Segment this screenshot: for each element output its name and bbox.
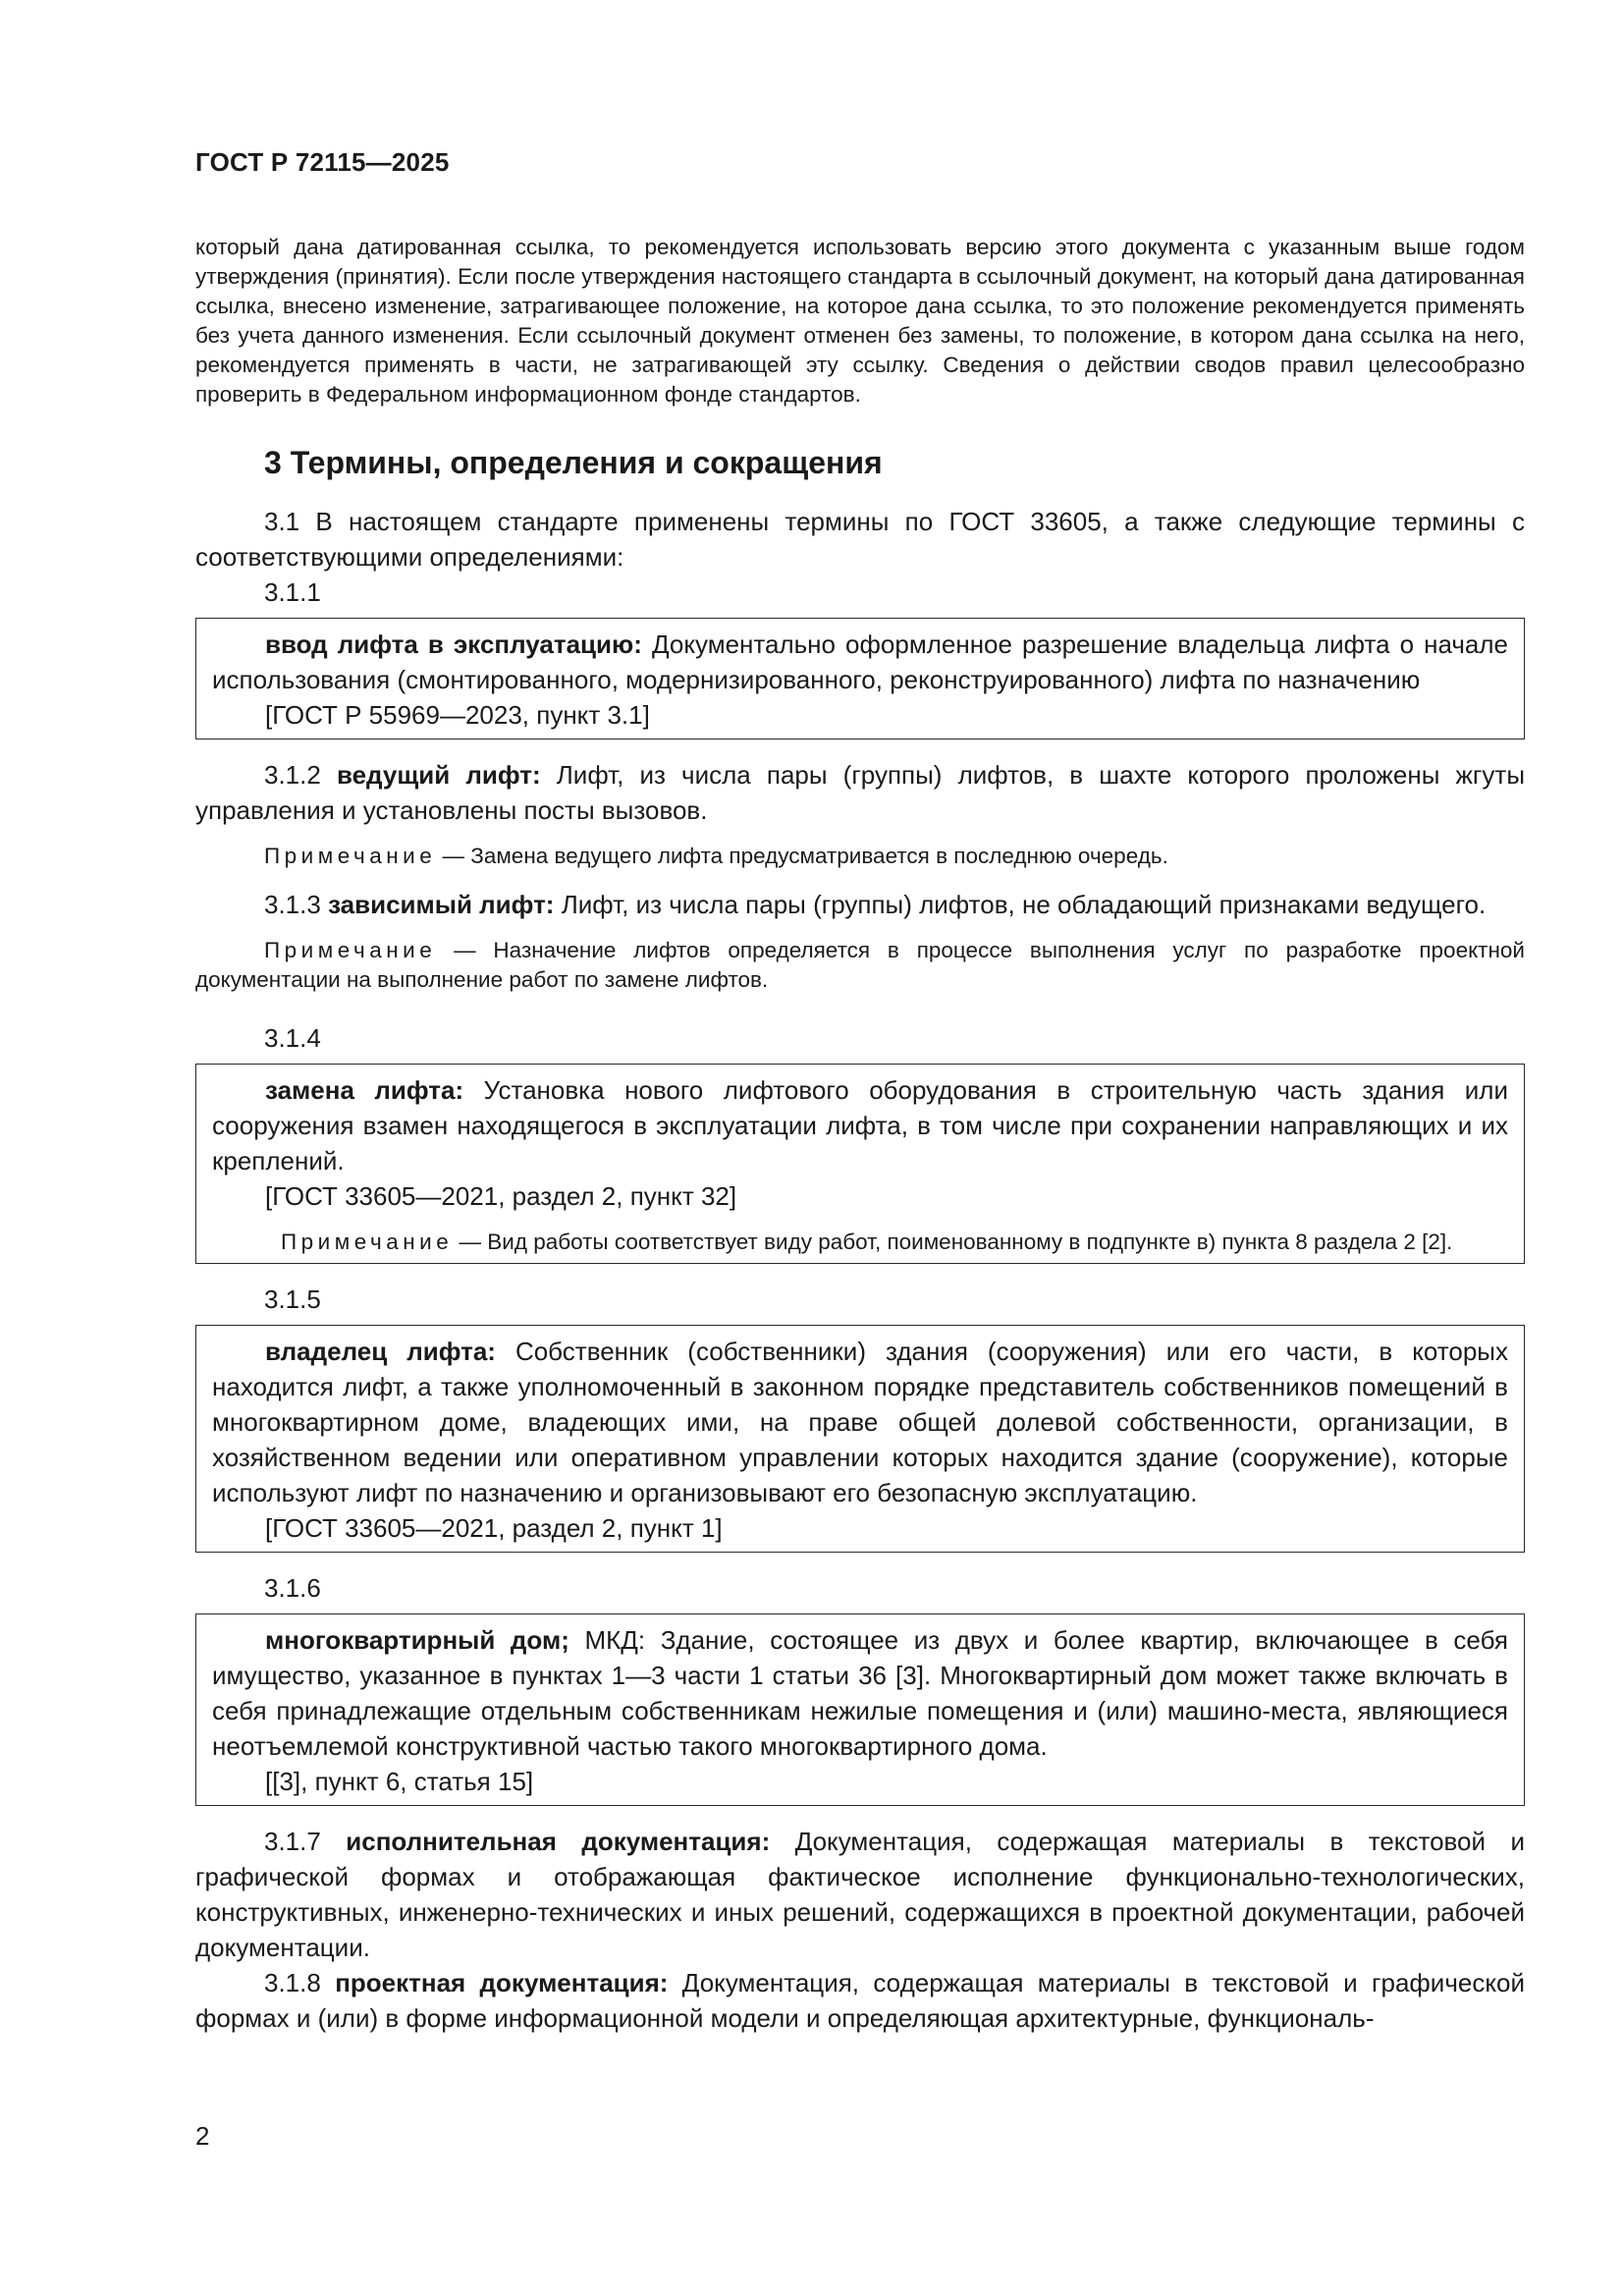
term-text: Установка нового лифтового оборудования в строительную часть здания или сооружения взамен находящегося в эксплуатации лифта, в том числе при сохранении направляющих и их креплений. bbox=[212, 1075, 1508, 1175]
page-number: 2 bbox=[195, 2121, 210, 2151]
term-name: исполнительная документация: bbox=[346, 1827, 771, 1856]
term-name: многоквартирный дом; bbox=[265, 1625, 569, 1655]
note-3-1-2 bbox=[195, 842, 1525, 871]
term-text: Здание, состоящее из двух и более квартир, включающее в себя имущество, указанное в пунктах 1—3 части 1 статьи 36 [3]. Многоквартирный дом может также включать в себя принадлежащие отдельным собственникам нежилые помещения и (или) машино-места, являющиеся неотъемлемой конструктивной частью такого многоквартирного дома. bbox=[212, 1625, 1508, 1761]
term-3-1-3 bbox=[195, 887, 1525, 922]
term-definition bbox=[212, 1334, 1508, 1510]
document-header: ГОСТ Р 72115—2025 bbox=[195, 147, 450, 177]
term-number-3-1-5: 3.1.5 bbox=[264, 1285, 321, 1314]
term-3-1-7 bbox=[195, 1824, 1525, 1965]
term-definition bbox=[212, 627, 1508, 697]
term-name: проектная документация: bbox=[335, 1968, 669, 1997]
term-number: 3.1.2 bbox=[264, 760, 321, 790]
term-box-3-1-4 bbox=[195, 1064, 1525, 1264]
section-title: 3 Термины, определения и сокращения bbox=[264, 445, 883, 480]
term-name: ввод лифта в эксплуатацию: bbox=[265, 629, 642, 659]
term-source: [[3], пункт 6, статья 15] bbox=[265, 1767, 534, 1796]
term-name: ведущий лифт: bbox=[336, 760, 541, 790]
note-paragraph bbox=[195, 936, 1525, 995]
term-source: [ГОСТ 33605—2021, раздел 2, пункт 1] bbox=[265, 1513, 723, 1543]
note-label: Примечание bbox=[264, 844, 437, 868]
clause-3-1: 3.1 В настоящем стандарте применены термины по ГОСТ 33605, а также следующие термины с соответствующими определениями: bbox=[195, 507, 1525, 572]
term-number-3-1-1: 3.1.1 bbox=[264, 577, 321, 607]
term-source: [ГОСТ Р 55969—2023, пункт 3.1] bbox=[265, 700, 650, 730]
term-text: Документально оформленное разрешение владельца лифта о начале использования (смонтированного, модернизированного, реконструированного) лифта по назначению bbox=[212, 629, 1509, 694]
term-abbreviation: МКД: bbox=[568, 1625, 646, 1655]
term-definition bbox=[212, 1622, 1508, 1764]
note-label: Примечание bbox=[264, 938, 437, 962]
term-box-3-1-5 bbox=[195, 1325, 1525, 1553]
term-name: замена лифта: bbox=[265, 1075, 464, 1105]
term-name: зависимый лифт: bbox=[328, 890, 555, 919]
term-3-1-8 bbox=[195, 1965, 1525, 2036]
term-text: Лифт, из числа пары (группы) лифтов, в шахте которого проложены жгуты управления и установлены посты вызовов. bbox=[195, 760, 1526, 825]
term-definition bbox=[212, 1072, 1508, 1178]
term-text: Документация, содержащая материалы в текстовой и графической формах и отображающая фактическое исполнение функционально-технологических, конструктивных, инженерно-технических и иных решений, содержащихся в проектной документации, рабочей документации. bbox=[195, 1827, 1525, 1962]
term-number: 3.1.3 bbox=[264, 890, 321, 919]
intro-paragraph: который дана датированная ссылка, то рекомендуется использовать версию этого документа с указанным выше годом утверждения (принятия). Если после утверждения настоящего стандарта в ссылочный документ, на который дана датированная ссылка, внесено изменение, затрагивающее положение, на которое дана ссылка, то это положение рекомендуется применять без учета данного изменения. Если ссылочный документ отменен без замены, то положение, в котором дана ссылка на него, рекомендуется применять в части, не затрагивающей эту ссылку. Сведения о действии сводов правил целесообразно проверить в Федеральном информационном фонде стандартов. bbox=[195, 235, 1525, 407]
note-3-1-4 bbox=[212, 1228, 1508, 1257]
term-3-1-2 bbox=[195, 757, 1525, 828]
term-source: [ГОСТ 33605—2021, раздел 2, пункт 32] bbox=[265, 1181, 737, 1211]
note-3-1-3 bbox=[195, 936, 1525, 995]
note-text: — Вид работы соответствует виду работ, поименованному в подпункте в) пункта 8 раздела 2 [2]. bbox=[453, 1230, 1453, 1254]
term-box-3-1-6 bbox=[195, 1613, 1525, 1806]
term-number: 3.1.7 bbox=[264, 1827, 321, 1856]
note-text: — Назначение лифтов определяется в процессе выполнения услуг по разработке проектной документации на выполнение работ по замене лифтов. bbox=[195, 938, 1525, 992]
note-label: Примечание bbox=[281, 1230, 454, 1254]
term-box-3-1-1 bbox=[195, 618, 1525, 739]
term-number-3-1-4: 3.1.4 bbox=[264, 1023, 321, 1053]
term-number: 3.1.8 bbox=[264, 1968, 321, 1997]
term-text: Собственник (собственники) здания (сооружения) или его части, в которых находится лифт, а также уполномоченный в законном порядке представитель собственников помещений в многоквартирном доме, владеющих ими, на праве общей долевой собственности, организации, в хозяйственном ведении или оперативном управлении которых находится здание (сооружение), которые используют лифт по назначению и организовывают его безопасную эксплуатацию. bbox=[212, 1337, 1508, 1507]
document-page bbox=[195, 147, 1525, 2036]
term-text: Лифт, из числа пары (группы) лифтов, не обладающий признаками ведущего. bbox=[554, 890, 1487, 919]
term-text: Документация, содержащая материалы в текстовой и графической формах и (или) в форме информационной модели и определяющая архитектурные, функциональ- bbox=[195, 1968, 1525, 2033]
note-paragraph bbox=[212, 1228, 1508, 1257]
term-number-3-1-6: 3.1.6 bbox=[264, 1573, 321, 1603]
term-name: владелец лифта: bbox=[265, 1337, 496, 1366]
note-text: — Замена ведущего лифта предусматривается в последнюю очередь. bbox=[436, 844, 1168, 868]
note-paragraph bbox=[195, 842, 1525, 871]
